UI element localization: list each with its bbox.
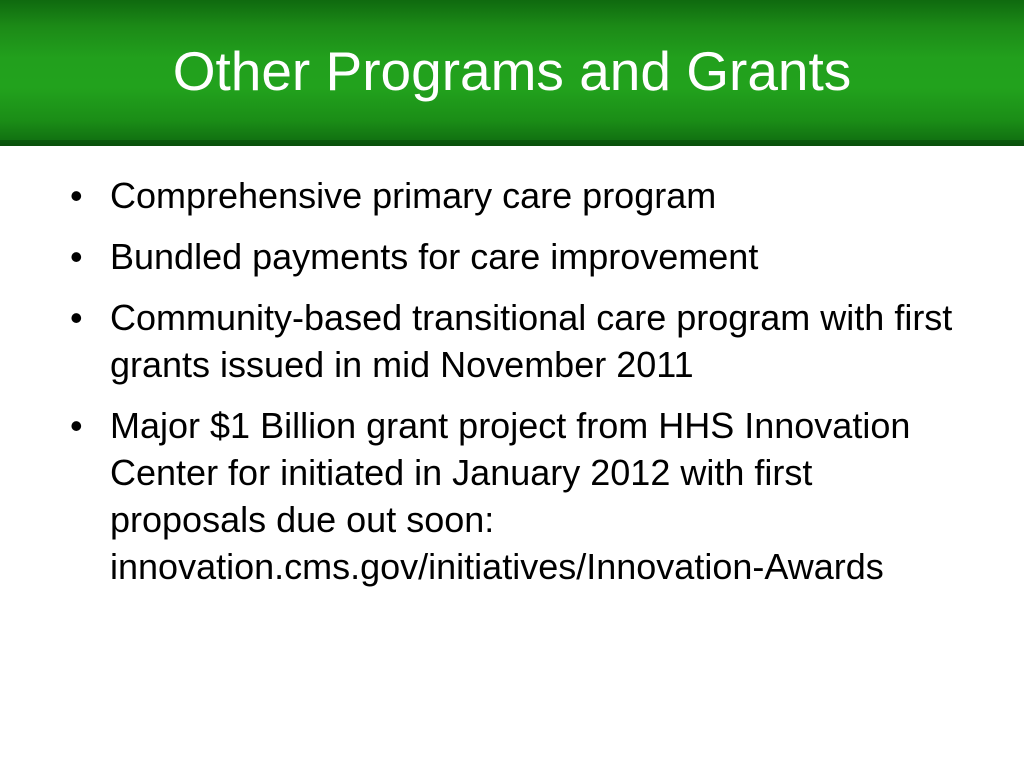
bullet-icon: •	[70, 175, 83, 216]
title-bar	[0, 0, 1024, 146]
bullet-icon: •	[70, 405, 83, 446]
bullet-item	[70, 402, 970, 590]
bullet-icon: •	[70, 236, 83, 277]
bullet-text: Major $1 Billion grant project from HHS Innovation Center for initiated in January 2012 with first proposals due out soon: innovation.cms.gov/initiatives/Innovation-Awards	[110, 405, 911, 587]
bullet-text: Comprehensive primary care program	[110, 175, 717, 216]
bullet-item	[70, 233, 970, 280]
bullet-text: Bundled payments for care improvement	[110, 236, 759, 277]
slide-title: Other Programs and Grants	[172, 40, 852, 102]
bullet-text: Community-based transitional care program with first grants issued in mid November 2011	[110, 297, 953, 385]
bullet-icon: •	[70, 297, 83, 338]
bullet-list	[70, 172, 970, 604]
bullet-item	[70, 172, 970, 219]
bullet-item	[70, 294, 970, 388]
